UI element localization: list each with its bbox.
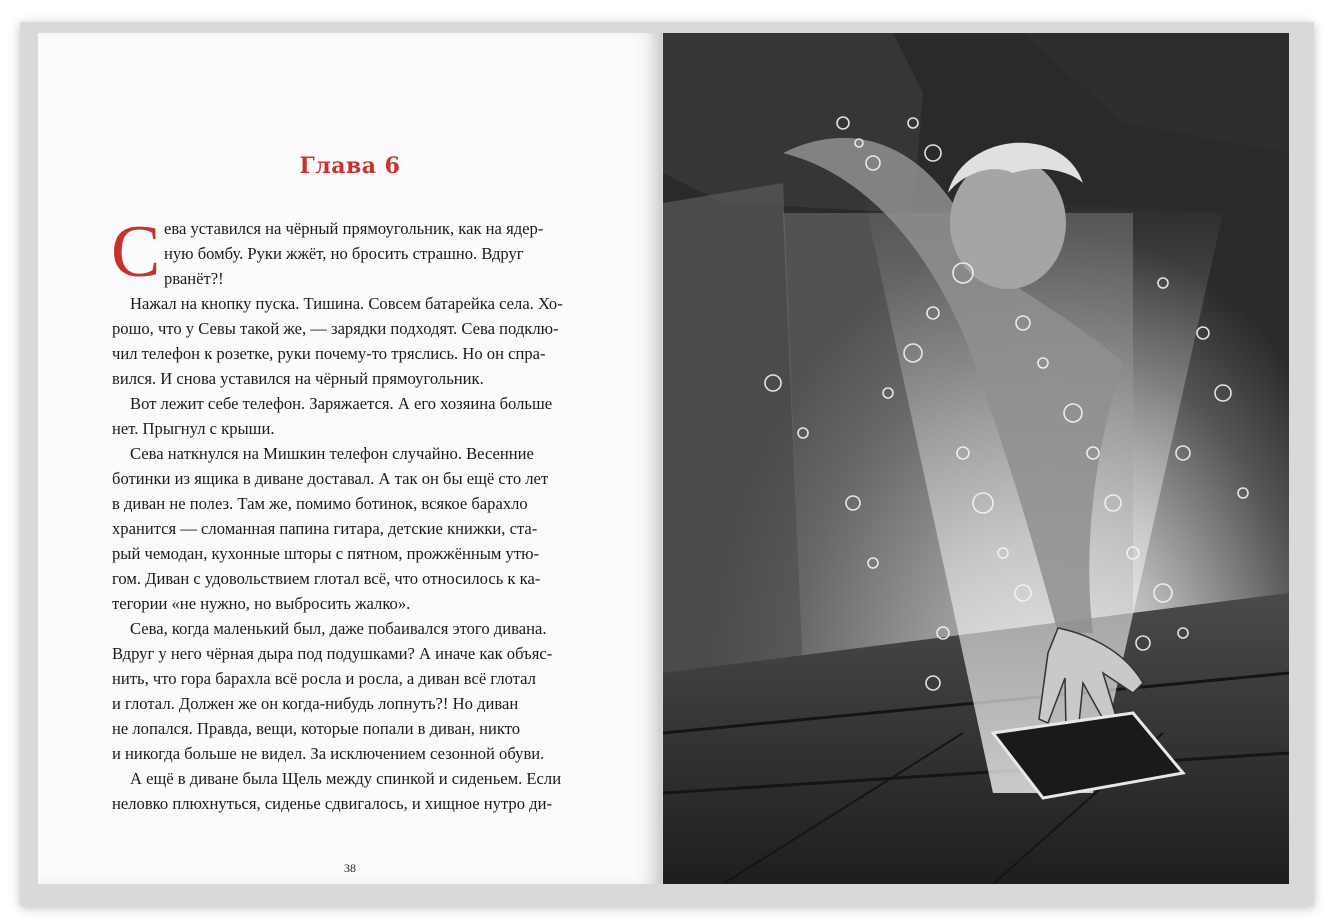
text-line: нет. Прыгнул с крыши.	[112, 419, 275, 438]
page-number: 38	[344, 861, 356, 875]
text-line: ева уставился на чёрный прямоугольник, как на ядер-	[164, 219, 544, 238]
text-line: рый чемодан, кухонные шторы с пятном, прожжённым утю-	[112, 544, 540, 563]
text-line: Нажал на кнопку пуска. Тишина. Совсем батарейка села. Хо-	[130, 294, 563, 313]
text-line: вился. И снова уставился на чёрный прямоугольник.	[112, 369, 484, 388]
text-line: в диван не полез. Там же, помимо ботинок, всякое барахло	[112, 494, 528, 513]
text-line: гом. Диван с удовольствием глотал всё, что относилось к ка-	[112, 569, 541, 588]
text-line: А ещё в диване была Щель между спинкой и сиденьем. Если	[130, 769, 562, 788]
chapter-title: Глава 6	[299, 153, 401, 179]
text-line: ную бомбу. Руки жжёт, но бросить страшно. Вдруг	[164, 244, 524, 263]
text-line: неловко плюхнуться, сиденье сдвигалось, и хищное нутро ди-	[112, 794, 552, 813]
right-page-illustration	[663, 33, 1289, 884]
text-line: нить, что гора барахла всё росла и росла, а диван всё глотал	[112, 669, 536, 688]
text-line: и никогда больше не видел. За исключением сезонной обуви.	[112, 744, 545, 763]
text-line: Вдруг у него чёрная дыра под подушками? А иначе как объяс-	[112, 644, 553, 663]
text-line: рванёт?!	[164, 269, 224, 288]
text-line: тегории «не нужно, но выбросить жалко».	[112, 594, 411, 613]
text-line: чил телефон к розетке, руки почему-то тряслись. Но он спра-	[112, 344, 546, 363]
left-page	[38, 33, 662, 884]
drop-cap-letter: С	[111, 211, 161, 293]
text-line: Сева наткнулся на Мишкин телефон случайно. Весенние	[130, 444, 534, 463]
illustration-boy-with-phone	[663, 33, 1289, 884]
text-line: рошо, что у Севы такой же, — зарядки подходят. Сева подклю-	[112, 319, 559, 338]
text-line: Вот лежит себе телефон. Заряжается. А его хозяина больше	[130, 394, 553, 413]
text-line: Сева, когда маленький был, даже побаивался этого дивана.	[130, 619, 547, 638]
text-line: не лопался. Правда, вещи, которые попали в диван, никто	[112, 719, 521, 738]
text-line: ботинки из ящика в диване доставал. А так он бы ещё сто лет	[112, 469, 549, 488]
text-line: хранится — сломанная папина гитара, детские книжки, ста-	[112, 519, 538, 538]
text-line: и глотал. Должен же он когда-нибудь лопнуть?! Но диван	[112, 694, 519, 713]
